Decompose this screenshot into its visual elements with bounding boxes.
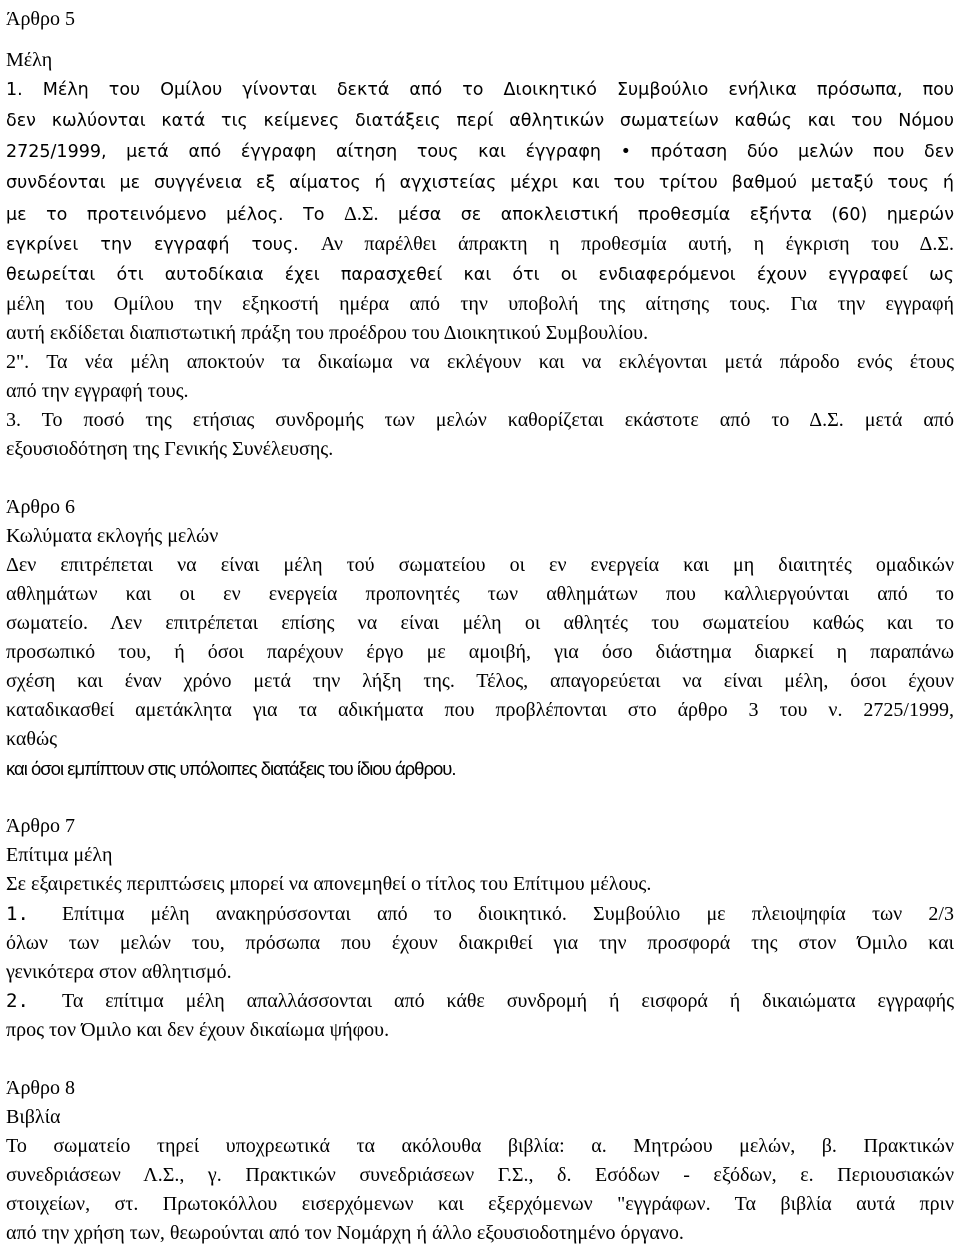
article-5-line-6 bbox=[6, 231, 954, 258]
article-7-item-1-line-2: όλων των μελών του, πρόσωπα που έχουν διακριθεί για την προσφορά της στον Όμιλο και bbox=[6, 931, 954, 954]
article-7-item-1-line-3: γενικότερα στον αθλητισμό. bbox=[6, 960, 232, 983]
abbr-board-2: Δ.Σ. bbox=[919, 232, 954, 255]
article-8-line-2: συνεδριάσεων Λ.Σ., γ. Πρακτικών συνεδριάσεων Γ.Σ., δ. Εσόδων - εξόδων, ε. Περιουσιακών bbox=[6, 1163, 954, 1186]
article-5-title: Μέλη bbox=[6, 48, 53, 71]
article-6-line-5: σχέση και έναν χρόνο μετά την λήξη της. Τέλος, απαγορεύεται να είναι μέλη, όσοι έχουν bbox=[6, 670, 954, 693]
article-6-heading: Άρθρο 6 bbox=[6, 495, 75, 518]
article-5-line-6b: Αν παρέλθει άπρακτη η προθεσμία αυτή, η έγκριση του bbox=[320, 232, 920, 255]
article-5-line-2: δεν κωλύονται κατά τις κείμενες διατάξεις περί αθλητικών σωματείων καθώς και του Νόμου bbox=[6, 110, 954, 131]
article-6-line-7: καθώς bbox=[6, 728, 58, 751]
article-8-title: Βιβλία bbox=[6, 1105, 61, 1128]
article-5-line-10: 2". Τα νέα μέλη αποκτούν τα δικαίωμα να εκλέγουν και να εκλέγονται μετά πάροδο ενός έτους bbox=[6, 350, 954, 373]
article-5-line-13: εξουσιοδότηση της Γενικής Συνέλευσης. bbox=[6, 437, 334, 460]
article-7-item-2-line-1: Τα επίτιμα μέλη απαλλάσσονται από κάθε συνδρομή ή εισφορά ή δικαιώματα εγγραφής bbox=[62, 989, 954, 1012]
article-5-heading: Άρθρο 5 bbox=[6, 7, 75, 30]
article-5-line-5a: με το προτεινόμενο μέλος. Το bbox=[6, 204, 344, 225]
article-8-line-3: στοιχείων, στ. Πρωτοκόλλου εισερχόμενων και εξερχόμενων "εγγράφων. Τα βιβλία αυτά πριν bbox=[6, 1193, 954, 1215]
article-7-intro: Σε εξαιρετικές περιπτώσεις μπορεί να απονεμηθεί ο τίτλος του Επίτιμου μέλους. bbox=[6, 873, 652, 896]
article-6-line-2: αθλημάτων και οι εν ενεργεία προπονητές των αθλημάτων που καλλιεργούνται από το bbox=[6, 583, 954, 605]
article-7-heading: Άρθρο 7 bbox=[6, 815, 75, 838]
article-5-line-6a: εγκρίνει την εγγραφή τους. bbox=[6, 234, 321, 255]
article-8-line-1: Το σωματείο τηρεί υποχρεωτικά τα ακόλουθα βιβλία: α. Μητρώου μελών, β. Πρακτικών bbox=[6, 1134, 954, 1157]
article-8-line-4: από την χρήση των, θεωρούνται από τον Νομάρχη ή άλλο εξουσιοδοτημένο όργανο. bbox=[6, 1222, 684, 1244]
article-7-item-1-line-1: Επίτιμα μέλη ανακηρύσσονται από το διοικητικό. Συμβούλιο με πλειοψηφία των 2/3 bbox=[62, 902, 954, 925]
abbr-board: Δ.Σ. bbox=[344, 202, 379, 225]
article-5-line-11: από την εγγραφή τους. bbox=[6, 379, 189, 402]
article-6-line-1: Δεν επιτρέπεται να είναι μέλη τού σωματείου οι εν ενεργεία και μη διαιτητές ομαδικών bbox=[6, 553, 954, 576]
article-5-line-7: θεωρείται ότι αυτοδίκαια έχει παρασχεθεί και ότι οι ενδιαφερόμενοι έχουν εγγραφεί ως bbox=[6, 264, 954, 285]
article-6-line-8: και όσοι εμπίπτουν στις υπόλοιπες διατάξεις του ίδιου άρθρου. bbox=[6, 758, 456, 780]
article-6-title: Κωλύματα εκλογής μελών bbox=[6, 524, 219, 547]
article-5-line-12: 3. Το ποσό της ετήσιας συνδρομής των μελών καθορίζεται εκάστοτε από το Δ.Σ. μετά από bbox=[6, 408, 954, 431]
article-5-line-5b: μέσα σε αποκλειστική προθεσμία εξήντα (60) ημερών bbox=[378, 204, 954, 225]
article-7-item-2-number: 2. bbox=[6, 989, 29, 1012]
article-6-line-6: καταδικασθεί αμετάκλητα για τα αδικήματα που προβλέπονται στο άρθρο 3 του ν. 2725/1999, bbox=[6, 699, 954, 722]
article-5-line-1: 1. Μέλη του Ομίλου γίνονται δεκτά από το Διοικητικό Συμβούλιο ενήλικα πρόσωπα, που bbox=[6, 79, 954, 100]
article-5-line-5 bbox=[6, 201, 954, 228]
article-5-line-9: αυτή εκδίδεται διαπιστωτική πράξη του προέδρου του Διοικητικού Συμβουλίου. bbox=[6, 321, 649, 344]
article-7-item-1-number: 1. bbox=[6, 902, 29, 925]
article-6-line-4: προσωπικό του, ή όσοι παρέχουν έργο με αμοιβή, για όσο διάστημα διαρκεί η παραπάνω bbox=[6, 641, 954, 664]
article-5-line-8: μέλη του Ομίλου την εξηκοστή ημέρα από την υποβολή της αίτησης τους. Για την εγγραφή bbox=[6, 292, 954, 315]
article-8-heading: Άρθρο 8 bbox=[6, 1076, 75, 1099]
article-7-title: Επίτιμα μέλη bbox=[6, 844, 113, 867]
article-7-item-2-line-2: προς τον Όμιλο και δεν έχουν δικαίωμα ψήφου. bbox=[6, 1018, 390, 1041]
article-6-line-3: σωματείο. Λεν επιτρέπεται επίσης να είναι μέλη οι αθλητές του σωματείου καθώς και το bbox=[6, 612, 954, 634]
article-5-line-3: 2725/1999, μετά από έγγραφη αίτηση τους και έγγραφη • πρόταση δύο μελών που δεν bbox=[6, 141, 954, 162]
article-5-line-4: συνδέονται με συγγένεια εξ αίματος ή αγχιστείας μέχρι και του τρίτου βαθμού μεταξύ τους ή bbox=[6, 172, 954, 193]
